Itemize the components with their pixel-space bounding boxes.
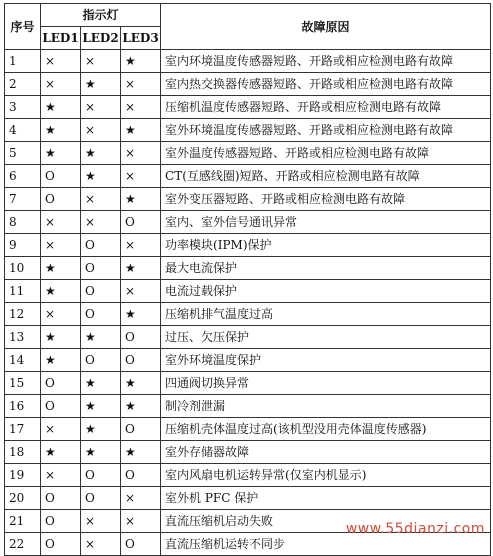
led1-status: O (41, 510, 81, 533)
table-row (5, 441, 491, 464)
fault-cause: 室内风扇电机运转异常(仅室内机显示) (161, 464, 491, 487)
led2-status: ★ (81, 142, 121, 165)
led1-status: × (41, 418, 81, 441)
led3-status: × (121, 510, 161, 533)
led3-status: ★ (121, 257, 161, 280)
led1-status: ★ (41, 349, 81, 372)
header-led2: LED2 (81, 27, 121, 50)
row-number: 1 (5, 50, 41, 73)
led2-status: ★ (81, 165, 121, 188)
led3-status: O (121, 349, 161, 372)
row-number: 3 (5, 96, 41, 119)
table-row (5, 50, 491, 73)
table-row (5, 119, 491, 142)
row-number: 18 (5, 441, 41, 464)
table-body (5, 50, 491, 556)
fault-cause: CT(互感线圈)短路、开路或相应检测电路有故障 (161, 165, 491, 188)
row-number: 8 (5, 211, 41, 234)
row-number: 19 (5, 464, 41, 487)
row-number: 20 (5, 487, 41, 510)
row-number: 17 (5, 418, 41, 441)
led1-status: × (41, 464, 81, 487)
led1-status: O (41, 372, 81, 395)
fault-cause: 过压、欠压保护 (161, 326, 491, 349)
fault-cause: 压缩机排气温度过高 (161, 303, 491, 326)
led3-status: × (121, 234, 161, 257)
led3-status: × (121, 165, 161, 188)
row-number: 22 (5, 533, 41, 556)
led2-status: × (81, 119, 121, 142)
fault-cause: 室内、室外信号通讯异常 (161, 211, 491, 234)
table-row (5, 418, 491, 441)
table-row (5, 326, 491, 349)
led1-status: ★ (41, 441, 81, 464)
led3-status: ★ (121, 441, 161, 464)
header-cause: 故障原因 (161, 4, 491, 50)
fault-cause: 室外存储器故障 (161, 441, 491, 464)
table-row (5, 188, 491, 211)
fault-cause: 室外机 PFC 保护 (161, 487, 491, 510)
fault-cause: 室外温度传感器短路、开路或相应检测电路有故障 (161, 142, 491, 165)
fault-cause: 四通阀切换异常 (161, 372, 491, 395)
fault-cause: 直流压缩机启动失败 (161, 510, 491, 533)
led2-status: O (81, 280, 121, 303)
led1-status: O (41, 533, 81, 556)
row-number: 7 (5, 188, 41, 211)
row-number: 2 (5, 73, 41, 96)
fault-cause: 直流压缩机运转不同步 (161, 533, 491, 556)
table-row (5, 257, 491, 280)
table-row (5, 73, 491, 96)
fault-cause: 电流过载保护 (161, 280, 491, 303)
header-led1: LED1 (41, 27, 81, 50)
led1-status: ★ (41, 142, 81, 165)
led2-status: × (81, 533, 121, 556)
fault-cause: 室外环境温度传感器短路、开路或相应检测电路有故障 (161, 119, 491, 142)
fault-cause: 室外变压器短路、开路或相应检测电路有故障 (161, 188, 491, 211)
led3-status: × (121, 487, 161, 510)
table-row (5, 165, 491, 188)
led3-status: ★ (121, 372, 161, 395)
row-number: 12 (5, 303, 41, 326)
row-number: 15 (5, 372, 41, 395)
fault-cause: 功率模块(IPM)保护 (161, 234, 491, 257)
fault-cause: 压缩机温度传感器短路、开路或相应检测电路有故障 (161, 96, 491, 119)
led3-status: × (121, 96, 161, 119)
led1-status: × (41, 73, 81, 96)
fault-cause: 室外环境温度保护 (161, 349, 491, 372)
led1-status: ★ (41, 96, 81, 119)
row-number: 6 (5, 165, 41, 188)
led1-status: × (41, 211, 81, 234)
led3-status: O (121, 533, 161, 556)
led2-status: O (81, 234, 121, 257)
row-number: 5 (5, 142, 41, 165)
led3-status: × (121, 280, 161, 303)
led2-status: × (81, 510, 121, 533)
table-row (5, 142, 491, 165)
table-row (5, 395, 491, 418)
table-row (5, 349, 491, 372)
led2-status: O (81, 257, 121, 280)
led3-status: ★ (121, 303, 161, 326)
row-number: 10 (5, 257, 41, 280)
led1-status: O (41, 395, 81, 418)
table-row (5, 96, 491, 119)
table-row (5, 211, 491, 234)
row-number: 4 (5, 119, 41, 142)
table-row (5, 372, 491, 395)
fault-cause: 制冷剂泄漏 (161, 395, 491, 418)
led2-status: ★ (81, 395, 121, 418)
led2-status: × (81, 50, 121, 73)
led3-status: ★ (121, 188, 161, 211)
led1-status: ★ (41, 119, 81, 142)
led3-status: ★ (121, 395, 161, 418)
led3-status: O (121, 326, 161, 349)
table-row (5, 234, 491, 257)
led1-status: × (41, 303, 81, 326)
header-no: 序号 (5, 4, 41, 50)
led3-status: ★ (121, 50, 161, 73)
led2-status: O (81, 487, 121, 510)
row-number: 16 (5, 395, 41, 418)
led1-status: ★ (41, 326, 81, 349)
led3-status: × (121, 73, 161, 96)
led1-status: O (41, 487, 81, 510)
led1-status: ★ (41, 257, 81, 280)
led3-status: O (121, 418, 161, 441)
row-number: 13 (5, 326, 41, 349)
led2-status: O (81, 349, 121, 372)
led2-status: O (81, 303, 121, 326)
led2-status: × (81, 211, 121, 234)
led2-status: ★ (81, 73, 121, 96)
led2-status: ★ (81, 418, 121, 441)
led1-status: O (41, 188, 81, 211)
led2-status: ★ (81, 372, 121, 395)
row-number: 11 (5, 280, 41, 303)
table-header (5, 4, 491, 50)
header-indicator: 指示灯 (41, 4, 161, 27)
led3-status: × (121, 142, 161, 165)
row-number: 9 (5, 234, 41, 257)
header-led3: LED3 (121, 27, 161, 50)
fault-cause: 最大电流保护 (161, 257, 491, 280)
table-row (5, 487, 491, 510)
table-row (5, 464, 491, 487)
table-row (5, 303, 491, 326)
led2-status: × (81, 188, 121, 211)
led2-status: × (81, 96, 121, 119)
fault-cause: 压缩机壳体温度过高(该机型没用壳体温度传感器) (161, 418, 491, 441)
led1-status: O (41, 165, 81, 188)
led1-status: × (41, 234, 81, 257)
row-number: 21 (5, 510, 41, 533)
fault-cause: 室内环境温度传感器短路、开路或相应检测电路有故障 (161, 50, 491, 73)
site-watermark: www.55dianzi.com (345, 521, 485, 537)
led2-status: ★ (81, 326, 121, 349)
led2-status: ★ (81, 441, 121, 464)
table-row (5, 280, 491, 303)
led1-status: ★ (41, 280, 81, 303)
led3-status: ★ (121, 119, 161, 142)
row-number: 14 (5, 349, 41, 372)
led3-status: O (121, 464, 161, 487)
led1-status: × (41, 50, 81, 73)
led3-status: O (121, 211, 161, 234)
led2-status: O (81, 464, 121, 487)
fault-code-table (4, 3, 491, 556)
fault-cause: 室内热交换器传感器短路、开路或相应检测电路有故障 (161, 73, 491, 96)
